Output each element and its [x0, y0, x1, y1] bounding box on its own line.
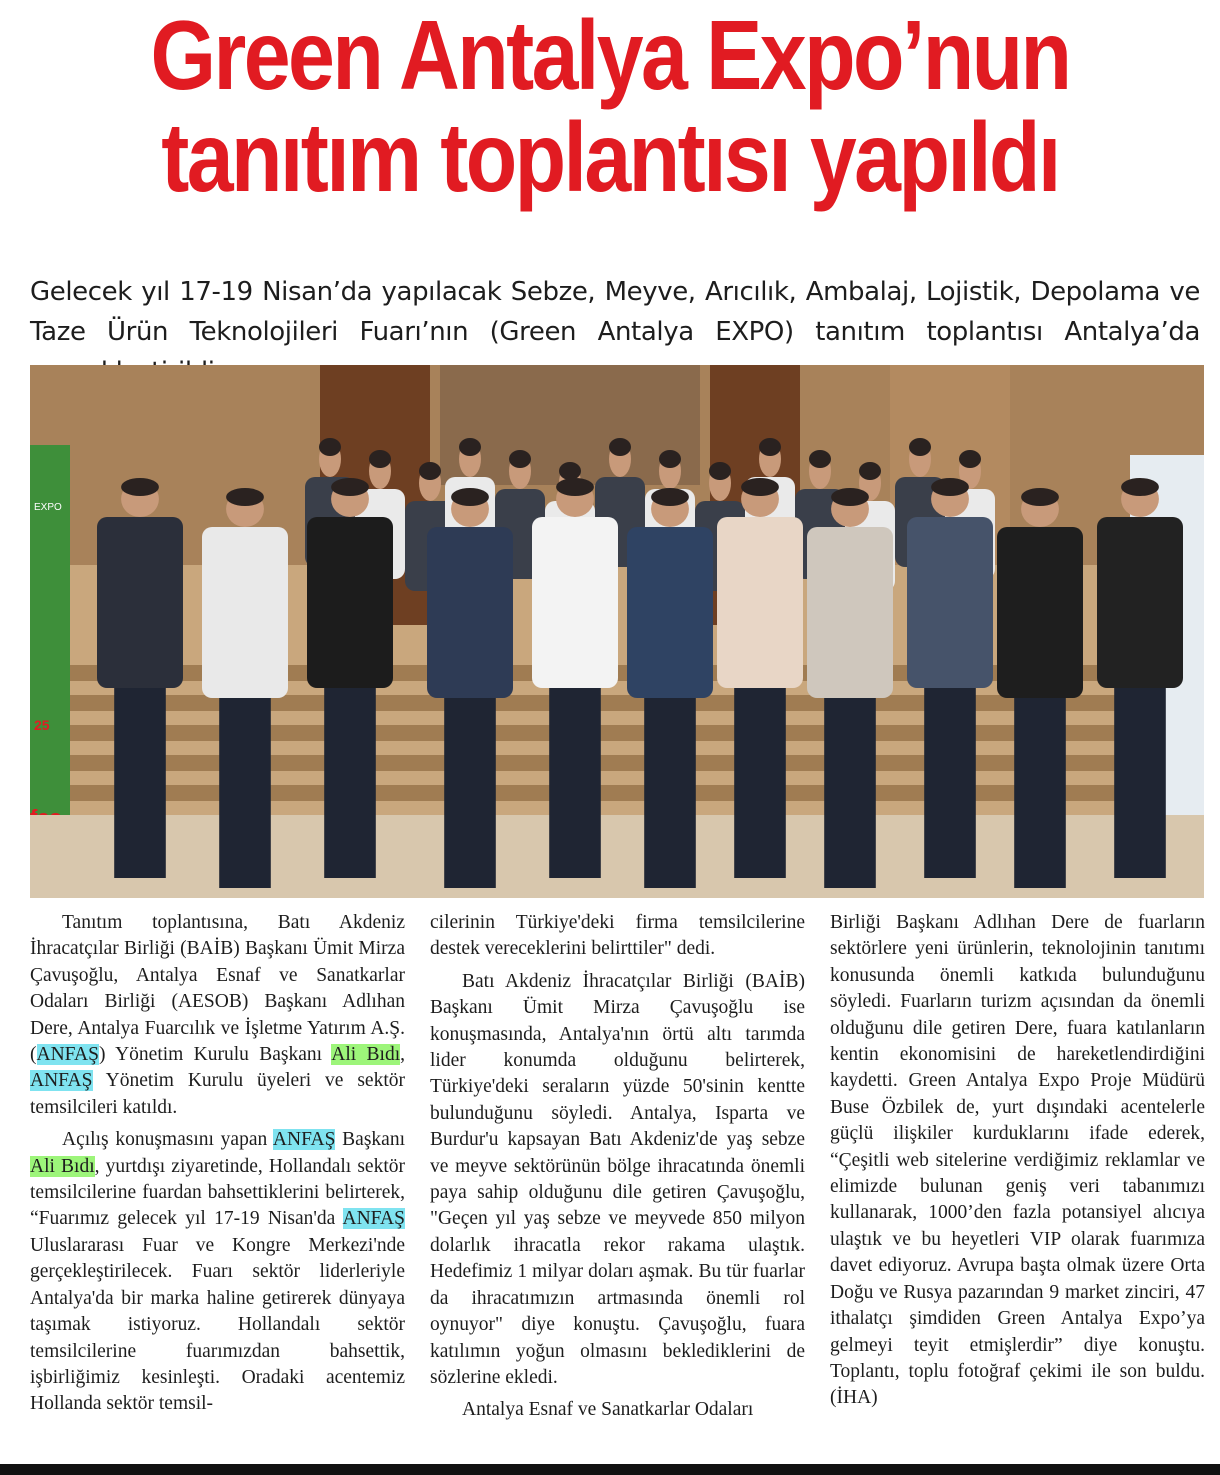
text-run: Yönetim Kurulu üyeleri ve sektör temsilcileri katıldı.	[30, 1070, 405, 1118]
article-column-3	[830, 910, 1205, 1412]
bottom-border	[0, 1464, 1220, 1475]
highlight-ali-bidi: Ali Bıdı	[30, 1155, 95, 1177]
text-run: Başkanı	[335, 1129, 405, 1151]
group-photo	[30, 365, 1204, 898]
highlight-anfas: ANFAŞ	[30, 1070, 93, 1092]
column-1-paragraph-1	[30, 910, 405, 1121]
headline-line-1: Green Antalya Expo’nun	[150, 0, 1070, 110]
subheadline: Gelecek yıl 17-19 Nisan’da yapılacak Sebze, Meyve, Arıcılık, Ambalaj, Lojistik, Depolama ve Taze Ürün Teknolojileri Fuarı’nın (Green Antalya EXPO) tanıtım toplantısı Antalya’da	[30, 277, 1200, 347]
highlight-anfas: ANFAŞ	[36, 1044, 99, 1066]
text-run: Açılış konuşmasını yapan	[62, 1129, 273, 1151]
text-run: ,	[400, 1044, 405, 1066]
banner-text-number: 25	[34, 717, 50, 733]
text-run: Uluslararası Fuar ve Kongre Merkezi'nde gerçekleştirilecek. Fuarı sektör liderleriyle Antalya'da bir marka haline getirerek dünyaya taşımak istiyoruz. Hollandalı sektör temsilcilerine fuarımızdan bahsettik, işbirliğimiz kesinleşti. Oradaki acentemiz Hollanda sektör temsil-	[30, 1234, 405, 1415]
article-column-1	[30, 910, 405, 1418]
highlight-ali-bidi: Ali Bıdı	[331, 1044, 401, 1066]
column-3-paragraph-1: Birliği Başkanı Adlıhan Dere de fuarların sektörlere yeni ürünlerin, teknolojinin tanıtımı konusunda önemli katkıda bulunduğunu söyledi. Fuarların turizm açısından da önemli olduğunu dile getiren Dere, fuara katılanların kentin ekonomisini de hareketlendirdiğini kaydetti. Green Antalya Expo Proje Müdürü Buse Özbilek de, yurt dışındaki acentelerle güçlü ilişkiler kurduklarını ifade ederek, “Çeşitli web sitelerine verdiğimiz reklamlar ve elimizde bulunan geniş veri tabanımızı kullanarak, 1000’den fazla potansiyel alıcıya ulaştık ve bu heyetleri VIP olarak fuarımıza davet ediyoruz. Avrupa başta olmak üzere Orta Doğu ve Rusya pazarından 9 market zinciri, 47 ithalatçı şimdiden Green Antalya Expo’ya gelmeyi teyit etmişlerdir” diye konuştu. Toplantı, toplu fotoğraf çekimi ile son buldu. (İHA)	[830, 912, 1205, 1409]
column-2-paragraph-2: Batı Akdeniz İhracatçılar Birliği (BAİB) Başkanı Ümit Mirza Çavuşoğlu ise konuşmasında, Antalya'nın örtü altı tarımda lider konumda olduğunu belirterek, Türkiye'deki seraların yüzde 50'sinin kentte bulunduğunu söyledi. Antalya, Isparta ve Burdur'u kapsayan Batı Akdeniz'de yaş sebze ve meyve sektörünün bölge ihracatında önemli paya sahip olduğunu dile getiren Çavuşoğlu, "Geçen yıl yaş sebze ve meyvede 850 milyon dolarlık ihracatla rekor rakama ulaştık. Hedefimiz 1 milyar doları aşmak. Bu tür fuarlar da ihracatımızın artmasında önemli rol oynuyor" diye konuştu. Çavuşoğlu, fuara katılımın yoğun olmasını beklediklerini de sözlerine ekledi.	[430, 970, 805, 1388]
highlight-anfas: ANFAŞ	[342, 1208, 405, 1230]
column-1-paragraph-2	[30, 1127, 405, 1417]
group-photo-illustration	[30, 365, 1204, 898]
article-column-2	[430, 910, 805, 1424]
column-2-paragraph-1: cilerinin Türkiye'deki firma temsilcilerine destek vereceklerini belirttiler" dedi.	[430, 912, 805, 960]
headline-line-2: tanıtım toplantısı yapıldı	[161, 102, 1059, 212]
column-2-paragraph-3: Antalya Esnaf ve Sanatkarlar Odaları	[462, 1399, 754, 1421]
text-run: Tanıtım toplantısına, Batı Akdeniz İhracatçılar Birliği (BAİB) Başkanı Ümit Mirza Çavuşoğlu, Antalya Esnaf ve Sanatkarlar Odaları Birliği (AESOB) Başkanı Adlıhan Dere, Antalya Fuarcılık ve İşletme Yatırım A.Ş. (	[30, 912, 405, 1066]
headline	[0, 0, 1220, 212]
banner-text-expo: EXPO	[34, 502, 62, 513]
text-run: ) Yönetim Kurulu Başkanı	[99, 1044, 332, 1066]
highlight-anfas: ANFAŞ	[272, 1129, 336, 1151]
text-run: , yurtdışı ziyaretinde, Hollandalı sektör temsilcilerine fuardan bahsettiklerini belirterek, “Fuarımız gelecek yıl 17-19 Nisan'da	[30, 1155, 405, 1230]
